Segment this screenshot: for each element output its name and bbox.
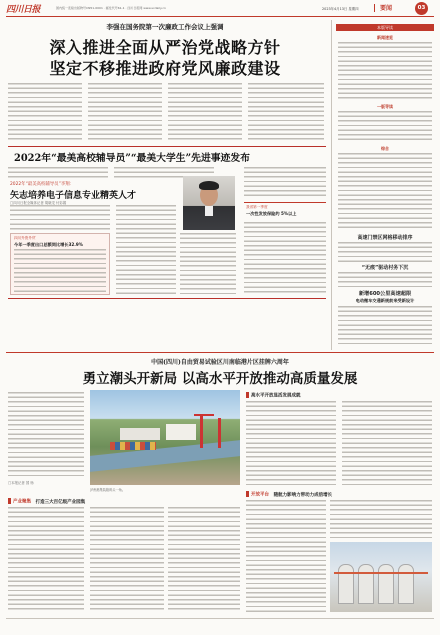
masthead-rule [6, 16, 434, 17]
story3-headline: 勇立潮头开新局 以高水平开放推动高质量发展 [82, 371, 358, 387]
port-crane-a [200, 414, 203, 448]
section-marker [246, 491, 249, 497]
section-marker [246, 392, 249, 398]
sidebar-headline-c1: 新增600公里高速超限 [358, 291, 412, 297]
newspaper-logo: 四川日报 [6, 5, 41, 15]
portrait-shirt [205, 206, 213, 216]
divider-full [6, 352, 434, 353]
section-marker [8, 498, 11, 504]
page-number: 03 [417, 5, 426, 11]
sidebar-headline-b: “无痕”驱动村务下沉 [361, 265, 409, 271]
plant-tank-c [378, 564, 394, 604]
port-crane-c [218, 418, 221, 448]
story2-body-e [244, 222, 326, 295]
story2-headline: 2022年“最美高校辅导员”“最美大学生”先进事迹发布 [14, 153, 250, 164]
story2-sub-headline: 矢志培养电子信息专业精英人才 [10, 191, 137, 201]
lead-kicker: 李强在国务院第一次廉政工作会议上强调 [106, 23, 224, 31]
sidebar-body-1 [338, 42, 432, 100]
divider-story2 [8, 298, 326, 299]
sidebar-headline-c2: 电动微车交通新规前来受新设计 [355, 298, 415, 303]
story3-section-b-title: 随航力影响力带动力成倍增长 [273, 492, 333, 498]
sidebar-body-2 [338, 111, 432, 143]
masthead-meta: 国内统一连续出版物号CN51-0001 · 邮发代号61-1 · 四川日报网 www.scdaily.cn [56, 6, 166, 10]
story3-byline: □本报记者 国 杨 [8, 481, 34, 485]
story3-section-c [8, 498, 85, 505]
sidebar-body-6 [338, 306, 432, 346]
sidebar-body-5 [338, 272, 432, 288]
lead-headline-line1: 深入推进全面从严治党战略方针 [49, 38, 281, 57]
footer-rule [6, 618, 434, 619]
lead-body-col2 [88, 83, 162, 141]
story3-kicker: 中国(四川)自由贸易试验区川南临港片区挂牌六周年 [151, 359, 289, 366]
story3-section-a-title: 高水平开放显活发展成就 [251, 393, 301, 399]
sidebar-body-4 [338, 242, 432, 262]
sidebar-divider [331, 20, 332, 350]
story2-side-headline: 一次性发放保险约 5%以上 [246, 211, 297, 216]
plant-tank-d [398, 564, 414, 604]
story3-col-c2 [90, 507, 164, 612]
story3-intro [8, 392, 84, 478]
trade-box [10, 233, 110, 295]
port-container-stack [110, 442, 156, 450]
sidebar-section-3: 综合 [381, 146, 389, 151]
plant-tank-a [338, 564, 354, 604]
story3-section-c-tag: 产业聚集 [13, 499, 31, 505]
lead-body-col3 [168, 83, 242, 141]
port-photo [90, 390, 240, 485]
sidebar-top-label-text: 本版导读 [377, 25, 393, 30]
sidebar-section-1: 新闻速览 [377, 35, 393, 40]
story2-side-box [244, 202, 326, 220]
story2-body-d [244, 167, 326, 199]
section-divider [374, 4, 375, 12]
sidebar-body-3 [338, 153, 432, 231]
masthead [0, 0, 440, 17]
sidebar-top-label [336, 24, 434, 31]
plant-tank-b [358, 564, 374, 604]
story3-col-c3 [168, 507, 240, 612]
story3-col-a1 [246, 401, 336, 487]
story2-byline: □四川日报全媒体记者 胡晓龙 付彩娟 [10, 201, 67, 205]
port-warehouse-b [166, 424, 196, 440]
story3-section-b [246, 491, 332, 498]
story3-col-a2 [342, 401, 432, 487]
section-label: 要闻 [380, 5, 393, 12]
lead-body-col1 [8, 83, 82, 141]
page-number-badge [415, 2, 428, 15]
story3-section-a [246, 392, 301, 399]
plant-pipe [334, 572, 428, 574]
port-photo-caption: 泸州港集装箱码头一角。 [90, 488, 126, 492]
story3-col-b1 [246, 500, 326, 612]
story3-col-b2 [330, 500, 432, 538]
lead-body-col4 [248, 83, 324, 141]
sidebar-section-2: 一版导读 [377, 104, 393, 109]
lead-headline-line2: 坚定不移推进政府党风廉政建设 [49, 59, 281, 78]
port-crane-b [194, 414, 214, 416]
divider-lead [8, 146, 326, 147]
story2-body-a [10, 205, 110, 231]
story2-intro [8, 167, 108, 179]
story3-section-c-title: 打造三大百亿级产业园集 [35, 499, 86, 505]
port-warehouse-a [120, 428, 160, 440]
story2-body-b [116, 205, 176, 295]
trade-box-body [14, 249, 106, 293]
story2-sub-kicker: 2022年“最美高校辅导员”李翔： [10, 182, 75, 187]
issue-date: 2023年4月13日 星期四 [322, 7, 359, 11]
story2-body-c [180, 233, 236, 295]
story2-side-kicker: 我省第一季度 [246, 205, 268, 209]
trade-box-kicker: 四川外资外贸 [14, 236, 36, 240]
story3-col-c1 [8, 507, 84, 612]
trade-box-headline: 今年一季度出口总额同比增长32.9% [14, 242, 83, 247]
portrait-hair [199, 181, 219, 190]
story3-section-b-tag: 开放平台 [251, 492, 269, 498]
sidebar-headline-a: 高速门禁区网格移动排序 [357, 235, 413, 241]
portrait-photo [183, 176, 235, 230]
plant-photo [330, 542, 432, 612]
